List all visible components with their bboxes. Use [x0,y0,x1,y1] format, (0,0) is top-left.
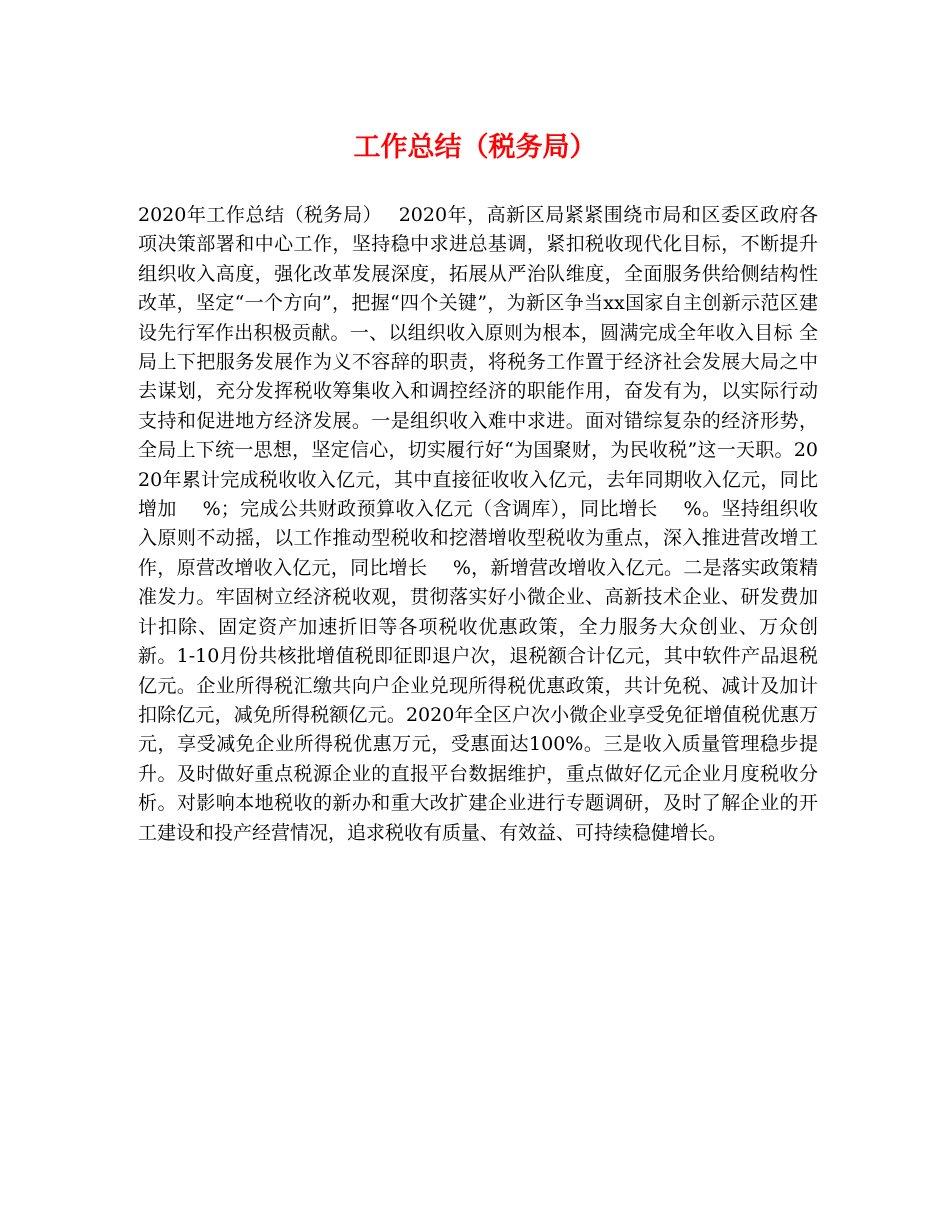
document-body-paragraph: 2020年工作总结（税务局） 2020年，高新区局紧紧围绕市局和区委区政府各项决策部署和中心工作，坚持稳中求进总基调，紧扣税收现代化目标，不断提升组织收入高度，强化改革发展深度，拓展从严治队维度，全面服务供给侧结构性改革，坚定“一个方向”，把握“四个关键”，为新区争当xx国家自主创新示范区建设先行军作出积极贡献。一、以组织收入原则为根本，圆满完成全年收入目标 全局上下把服务发展作为义不容辞的职责，将税务工作置于经济社会发展大局之中去谋划，充分发挥税收筹集收入和调控经济的职能作用，奋发有为，以实际行动支持和促进地方经济发展。一是组织收入难中求进。面对错综复杂的经济形势，全局上下统一思想，坚定信心，切实履行好“为国聚财，为民收税”这一天职。2020年累计完成税收收入亿元，其中直接征收收入亿元，去年同期收入亿元，同比增加 %；完成公共财政预算收入亿元（含调库），同比增长 %。坚持组织收入原则不动摇，以工作推动型税收和挖潜增收型税收为重点，深入推进营改增工作，原营改增收入亿元，同比增长 %，新增营改增收入亿元。二是落实政策精准发力。牢固树立经济税收观，贯彻落实好小微企业、高新技术企业、研发费加计扣除、固定资产加速折旧等各项税收优惠政策，全力服务大众创业、万众创新。1-10月份共核批增值税即征即退户次，退税额合计亿元，其中软件产品退税亿元。企业所得税汇缴共向户企业兑现所得税优惠政策，共计免税、减计及加计扣除亿元，减免所得税额亿元。2020年全区户次小微企业享受免征增值税优惠万元，享受减免企业所得税优惠万元，受惠面达100%。三是收入质量管理稳步提升。及时做好重点税源企业的直报平台数据维护，重点做好亿元企业月度税收分析。对影响本地税收的新办和重大改扩建企业进行专题调研，及时了解企业的开工建设和投产经营情况，追求税收有质量、有效益、可持续稳健增长。 [138,204,818,844]
document-title: 工作总结（税务局） [353,132,597,163]
